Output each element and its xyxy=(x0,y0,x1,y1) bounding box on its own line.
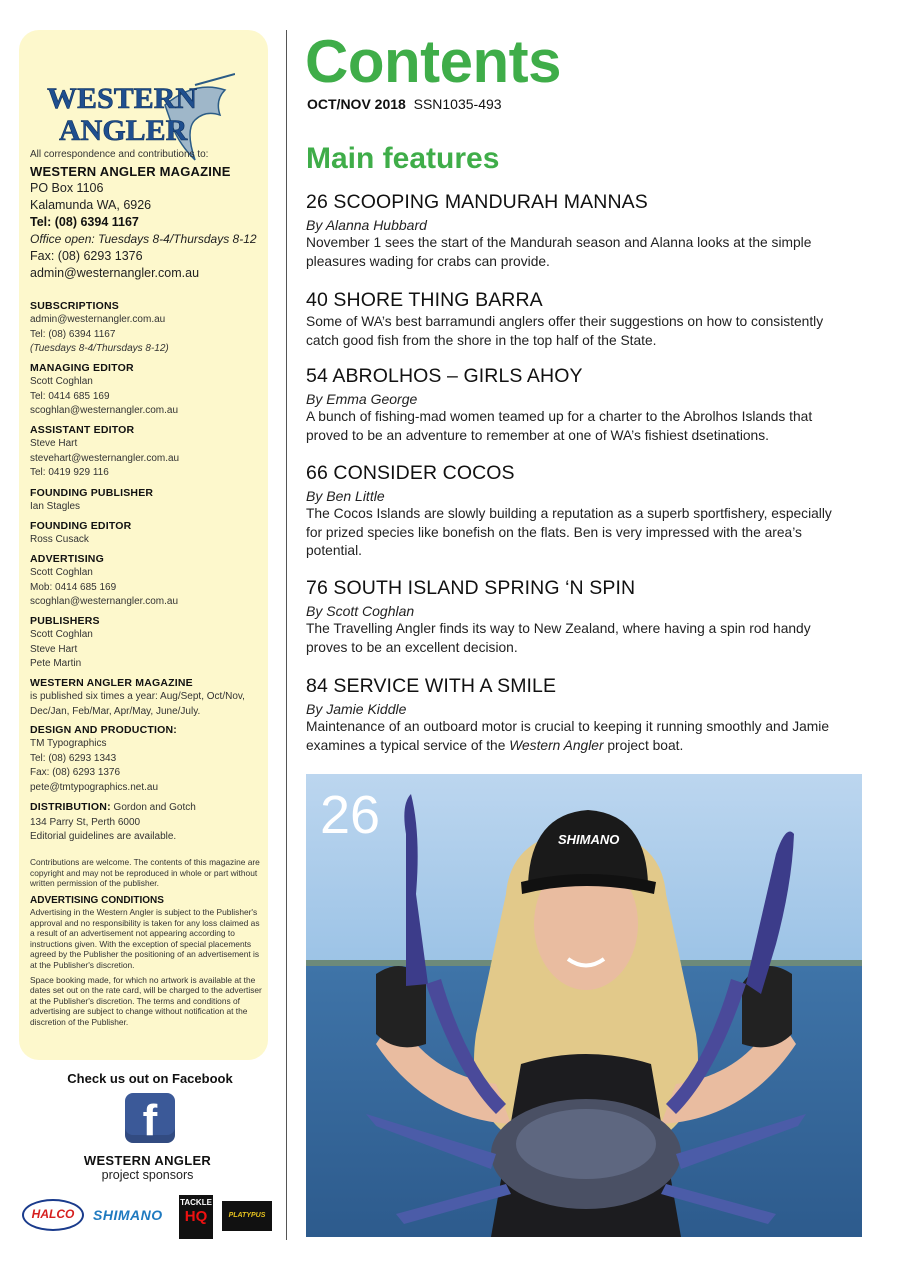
section-line: admin@westernangler.com.au xyxy=(30,314,166,325)
feature-title: 40 SHORE THING BARRA xyxy=(306,289,543,311)
section-publication-schedule xyxy=(30,676,262,719)
section-heading: DESIGN AND PRODUCTION: xyxy=(30,724,177,736)
feature-title: 26 SCOOPING MANDURAH MANNAS xyxy=(306,191,648,213)
desc-part: project boat. xyxy=(603,737,684,753)
feature-description: The Cocos Islands are slowly building a reputation as a superb sportfishery, especially for prized species like bonefish on the flats. Ben is very impressed with the area’s potential. xyxy=(306,506,832,558)
shimano-logo: SHIMANO xyxy=(93,1207,163,1223)
section-line: scoghlan@westernangler.com.au xyxy=(30,405,179,416)
sponsor-brand: WESTERN ANGLER xyxy=(83,1153,212,1168)
tackle-hq-top: TACKLE xyxy=(180,1198,212,1207)
section-heading: WESTERN ANGLER MAGAZINE xyxy=(30,677,193,689)
feature-item[interactable] xyxy=(306,364,846,445)
page-title: Contents xyxy=(305,28,561,95)
advertising-conditions xyxy=(30,895,262,1028)
platypus-logo: PLATYPUS xyxy=(222,1201,272,1231)
feature-title: 66 CONSIDER COCOS xyxy=(306,462,515,484)
facebook-cta: Check us out on Facebook xyxy=(67,1071,233,1086)
fax: Fax: (08) 6293 1376 xyxy=(30,249,143,263)
section-founding-editor xyxy=(30,519,262,548)
distribution-company: Gordon and Gotch xyxy=(110,802,196,813)
feature-byline: By Emma George xyxy=(306,391,418,407)
photo-page-number: 26 xyxy=(320,785,381,845)
section-line: Tel: 0414 685 169 xyxy=(30,390,110,402)
feature-title: 84 SERVICE WITH A SMILE xyxy=(306,675,557,697)
tackle-hq-logo xyxy=(179,1195,213,1239)
section-heading: FOUNDING EDITOR xyxy=(30,520,132,532)
section-line: Tel: (08) 6394 1167 xyxy=(30,328,116,340)
feature-item[interactable] xyxy=(306,288,846,350)
section-line: Fax: (08) 6293 1376 xyxy=(30,767,121,778)
feature-title: 76 SOUTH ISLAND SPRING ‘N SPIN xyxy=(306,577,636,599)
section-line: Scott Coghlan xyxy=(30,376,93,387)
section-heading: PUBLISHERS xyxy=(30,615,100,627)
space-booking-text: Space booking made, for which no artwork is available at the dates set out on the rate card, will be charged to the advertiser at the Publisher's discretion. The terms and conditions of advertising are subject to change without notification at the discretion of the Publisher. xyxy=(30,974,262,1027)
crab-photo-illustration xyxy=(306,774,862,1237)
sponsors-caption xyxy=(40,1153,255,1182)
features-heading: Main features xyxy=(306,142,500,175)
logo-word-western: WESTERN xyxy=(47,82,198,115)
feature-description: A bunch of fishing-mad women teamed up for a charter to the Abrolhos Islands that proved to be an adventure to remember at one of WA’s fishiest dsetinations. xyxy=(306,409,813,443)
section-heading: ASSISTANT EDITOR xyxy=(30,424,135,436)
section-line: Tel: 0419 929 116 xyxy=(30,467,109,478)
feature-item[interactable] xyxy=(306,190,846,271)
office-hours: Office open: Tuesdays 8-4/Thursdays 8-12 xyxy=(30,232,257,246)
section-line: Ian Stagles xyxy=(30,501,81,512)
section-founding-publisher xyxy=(30,486,262,515)
section-heading: SUBSCRIPTIONS xyxy=(30,300,119,312)
desc-italic: Western Angler xyxy=(509,737,604,753)
section-line: pete@tmtypographics.net.au xyxy=(30,781,159,793)
email: admin@westernangler.com.au xyxy=(30,266,200,280)
feature-item[interactable] xyxy=(306,674,846,755)
section-managing-editor xyxy=(30,361,262,419)
feature-item[interactable] xyxy=(306,576,846,657)
section-heading: FOUNDING PUBLISHER xyxy=(30,487,154,499)
section-line: 134 Parry St, Perth 6000 xyxy=(30,816,141,828)
section-line: stevehart@westernangler.com.au xyxy=(30,452,180,464)
section-line: Steve Hart xyxy=(30,643,78,655)
section-line: Scott Coghlan xyxy=(30,567,93,578)
section-line: Ross Cusack xyxy=(30,534,89,545)
section-line: TM Typographics xyxy=(30,738,107,749)
section-subscriptions xyxy=(30,299,262,357)
feature-description: The Travelling Angler finds its way to New Zealand, where having a spin rod handy proves to be an excellent decision. xyxy=(306,621,811,655)
facebook-icon[interactable]: f xyxy=(125,1093,175,1143)
logo-word-angler: ANGLER xyxy=(59,114,188,147)
issn: SSN1035-493 xyxy=(413,96,502,112)
section-line: (Tuesdays 8-4/Thursdays 8-12) xyxy=(30,343,169,354)
section-line: Steve Hart xyxy=(30,438,78,449)
suburb: Kalamunda WA, 6926 xyxy=(30,198,152,212)
telephone: Tel: (08) 6394 1167 xyxy=(30,215,139,229)
section-line: Tel: (08) 6293 1343 xyxy=(30,752,117,764)
feature-item[interactable] xyxy=(306,461,846,561)
feature-byline: By Jamie Kiddle xyxy=(306,701,407,717)
section-distribution xyxy=(30,800,262,845)
section-assistant-editor xyxy=(30,423,262,481)
section-line: Editorial guidelines are available. xyxy=(30,831,177,842)
section-advertising xyxy=(30,552,262,610)
western-angler-logo xyxy=(45,60,235,160)
correspondence-intro: All correspondence and contributions to: xyxy=(30,149,209,160)
section-line: is published six times a year: Aug/Sept, Oct/Nov, xyxy=(30,691,245,702)
sponsor-logos xyxy=(22,1195,274,1237)
distribution-heading: DISTRIBUTION: xyxy=(30,801,111,813)
cap-logo-text: SHIMANO xyxy=(558,832,620,847)
tackle-hq-bottom: HQ xyxy=(184,1208,208,1225)
desc-part: Maintenance of an outboard motor is crucial to keeping it running smoothly and Jamie examines a typical service of the xyxy=(306,719,830,753)
section-line: Pete Martin xyxy=(30,658,82,669)
section-line: Dec/Jan, Feb/Mar, Apr/May, June/July. xyxy=(30,705,201,717)
feature-byline: By Scott Coghlan xyxy=(306,603,415,619)
column-divider xyxy=(286,30,287,1240)
po-box: PO Box 1106 xyxy=(30,181,104,195)
feature-byline: By Alanna Hubbard xyxy=(306,217,427,233)
issue-line xyxy=(307,96,502,112)
issue-date: OCT/NOV 2018 xyxy=(307,96,406,112)
section-design-production xyxy=(30,723,262,795)
feature-title: 54 ABROLHOS – GIRLS AHOY xyxy=(306,365,583,387)
section-line: scoghlan@westernangler.com.au xyxy=(30,596,179,607)
ad-conditions-heading: ADVERTISING CONDITIONS xyxy=(30,895,164,906)
masthead-panel xyxy=(19,30,268,1060)
ad-conditions-text: Advertising in the Western Angler is subject to the Publisher's approval and no responsibility is taken for any loss claimed as a result of an advertisement not appearing according to instructions given. With the exception of special placements agreed by the Publisher the positioning of an advertisement is at the Publisher's discretion. xyxy=(30,907,260,970)
feature-description: Some of WA’s best barramundi anglers offer their suggestions on how to consistently catch good fish from the shore in the top half of the State. xyxy=(306,314,824,348)
section-line: Scott Coghlan xyxy=(30,629,93,640)
section-heading: ADVERTISING xyxy=(30,553,104,565)
contributions-note: Contributions are welcome. The contents of this magazine are copyright and may not be reproduced in whole or part without written permission of the publisher. xyxy=(30,857,260,889)
sponsor-caption: project sponsors xyxy=(101,1168,194,1182)
contact-block xyxy=(30,148,260,282)
feature-photo xyxy=(306,774,862,1237)
feature-byline: By Ben Little xyxy=(306,488,385,504)
section-publishers xyxy=(30,614,262,672)
magazine-name: WESTERN ANGLER MAGAZINE xyxy=(30,164,231,179)
halco-logo: HALCO xyxy=(22,1199,84,1231)
section-heading: MANAGING EDITOR xyxy=(30,362,134,374)
feature-description xyxy=(306,718,846,755)
feature-description: November 1 sees the start of the Mandurah season and Alanna looks at the simple pleasures wading for crabs can provide. xyxy=(306,235,812,269)
section-line: Mob: 0414 685 169 xyxy=(30,581,117,593)
